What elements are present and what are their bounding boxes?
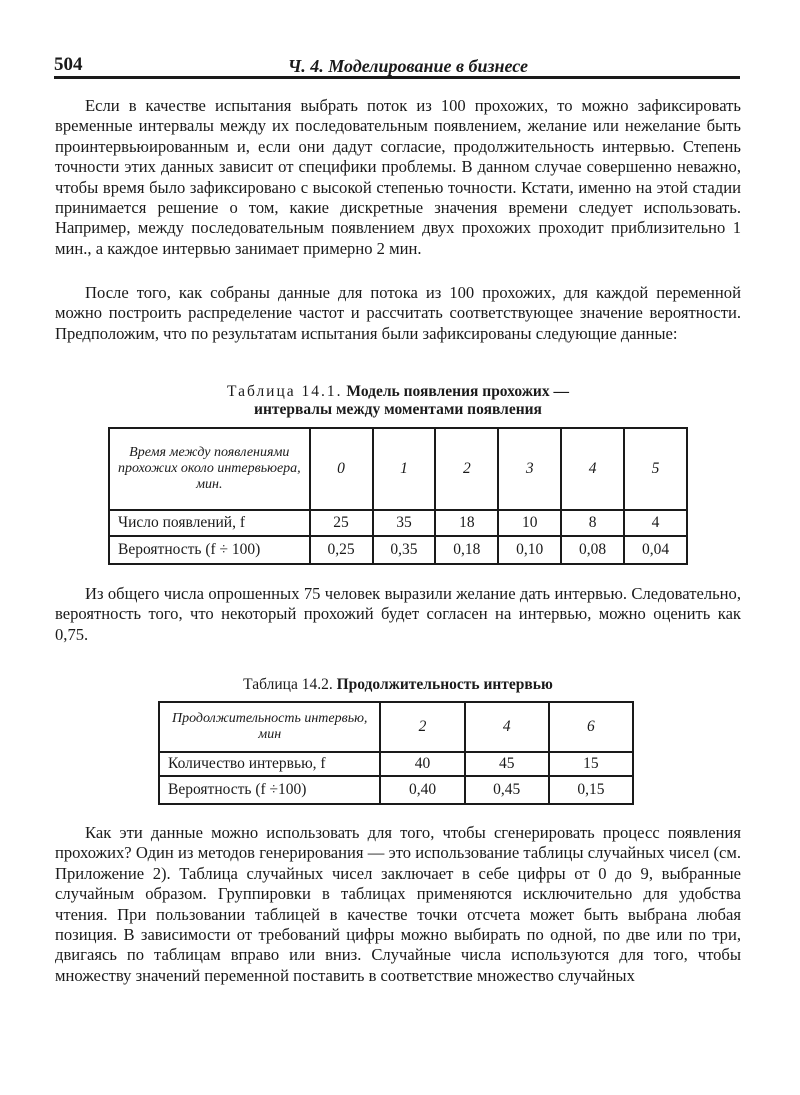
table1-title-line2: интервалы между моментами появления — [254, 401, 542, 418]
paragraph-3: Из общего числа опрошенных 75 человек выразили желание дать интервью. Следовательно, вероятность того, что некоторый прохожий будет согласен на интервью, можно оценить как 0,75. — [55, 584, 741, 644]
table1-row-label: Число появлений, f — [109, 510, 310, 536]
table-cell: 0,45 — [465, 776, 549, 804]
table-cell: 0,25 — [310, 536, 373, 564]
table-cell: 4 — [624, 510, 687, 536]
table-cell: 25 — [310, 510, 373, 536]
table2-header-cell: Продолжительность интервью, мин — [159, 702, 380, 752]
table-cell: 40 — [380, 752, 464, 776]
table2-title: Продолжительность интервью — [336, 676, 553, 693]
table-cell: 0,08 — [561, 536, 624, 564]
paragraph-1: Если в качестве испытания выбрать поток из 100 прохожих, то можно зафиксировать временные интервалы между их последовательным появлением, желание или нежелание быть проинтервьюированным и, если они дадут согласие, продолжительность интервью. Степень точности этих данных зависит от специфики проблемы. В данном случае совершенно неважно, чтобы время было зафиксировано с высокой степенью точности. Кстати, именно на этой стадии принимается решение о том, какие дискретные значения времени следует использовать. Например, между последовательным появлением двух прохожих проходит приблизительно 1 мин., а каждое интервью занимает примерно 2 мин. — [55, 96, 741, 258]
table-row — [159, 776, 633, 804]
table-cell: 18 — [435, 510, 498, 536]
table1-col: 1 — [373, 428, 436, 510]
table-cell: 0,15 — [549, 776, 633, 804]
table2-header-row — [159, 702, 633, 752]
table-cell: 8 — [561, 510, 624, 536]
table2-col: 2 — [380, 702, 464, 752]
table1-col: 3 — [498, 428, 561, 510]
table-cell: 0,35 — [373, 536, 436, 564]
header-rule — [54, 76, 740, 79]
paragraph-2: После того, как собраны данные для потока из 100 прохожих, для каждой переменной можно построить распределение частот и рассчитать соответствующее значение вероятности. Предположим, что по результатам испытания были зафиксированы следующие данные: — [55, 283, 741, 343]
table-cell: 0,40 — [380, 776, 464, 804]
table-cell: 0,10 — [498, 536, 561, 564]
paragraph-4: Как эти данные можно использовать для того, чтобы сгенерировать процесс появления прохожих? Один из методов генерирования — это использование таблицы случайных чисел (см. Приложение 2). Таблица случайных чисел заключает в себе цифры от 0 до 9, выбранные случайным образом. Группировки в таблицах применяются исключительно для удобства чтения. При пользовании таблицей в качестве точки отсчета может быть выбрана любая позиция. В зависимости от требований цифры можно выбирать по одной, по две или по три, двигаясь по таблицам вправо или вниз. Случайные числа используются для того, чтобы множеству значений переменной поставить в соответствие множество случайных — [55, 823, 741, 985]
table2-col: 6 — [549, 702, 633, 752]
page-header — [54, 52, 740, 78]
table-row — [159, 752, 633, 776]
table1-caption — [55, 383, 741, 419]
table2-row-label: Вероятность (f ÷100) — [159, 776, 380, 804]
table1-label: Таблица 14.1. — [226, 383, 343, 400]
table1-header-cell: Время между появлениями прохожих около интервьюера, мин. — [109, 428, 310, 510]
table2-caption — [55, 676, 741, 694]
table1-col: 2 — [435, 428, 498, 510]
table1-col: 4 — [561, 428, 624, 510]
table-cell: 0,04 — [624, 536, 687, 564]
table1-col: 0 — [310, 428, 373, 510]
table-cell: 45 — [465, 752, 549, 776]
table-cell: 35 — [373, 510, 436, 536]
running-head: Ч. 4. Моделирование в бизнесе — [287, 56, 528, 76]
table2-row-label: Количество интервью, f — [159, 752, 380, 776]
table2-label: Таблица 14.2. — [243, 676, 333, 693]
table1-title-line1: Модель появления прохожих — — [346, 383, 569, 400]
table-cell: 0,18 — [435, 536, 498, 564]
table2-col: 4 — [465, 702, 549, 752]
table1-col: 5 — [624, 428, 687, 510]
table1-row-label: Вероятность (f ÷ 100) — [109, 536, 310, 564]
table-row — [109, 536, 687, 564]
table-interview-duration — [158, 701, 634, 805]
table-arrival-intervals — [108, 427, 688, 565]
table1-header-row — [109, 428, 687, 510]
table-cell: 15 — [549, 752, 633, 776]
page-number: 504 — [54, 54, 83, 75]
table-cell: 10 — [498, 510, 561, 536]
table-row — [109, 510, 687, 536]
